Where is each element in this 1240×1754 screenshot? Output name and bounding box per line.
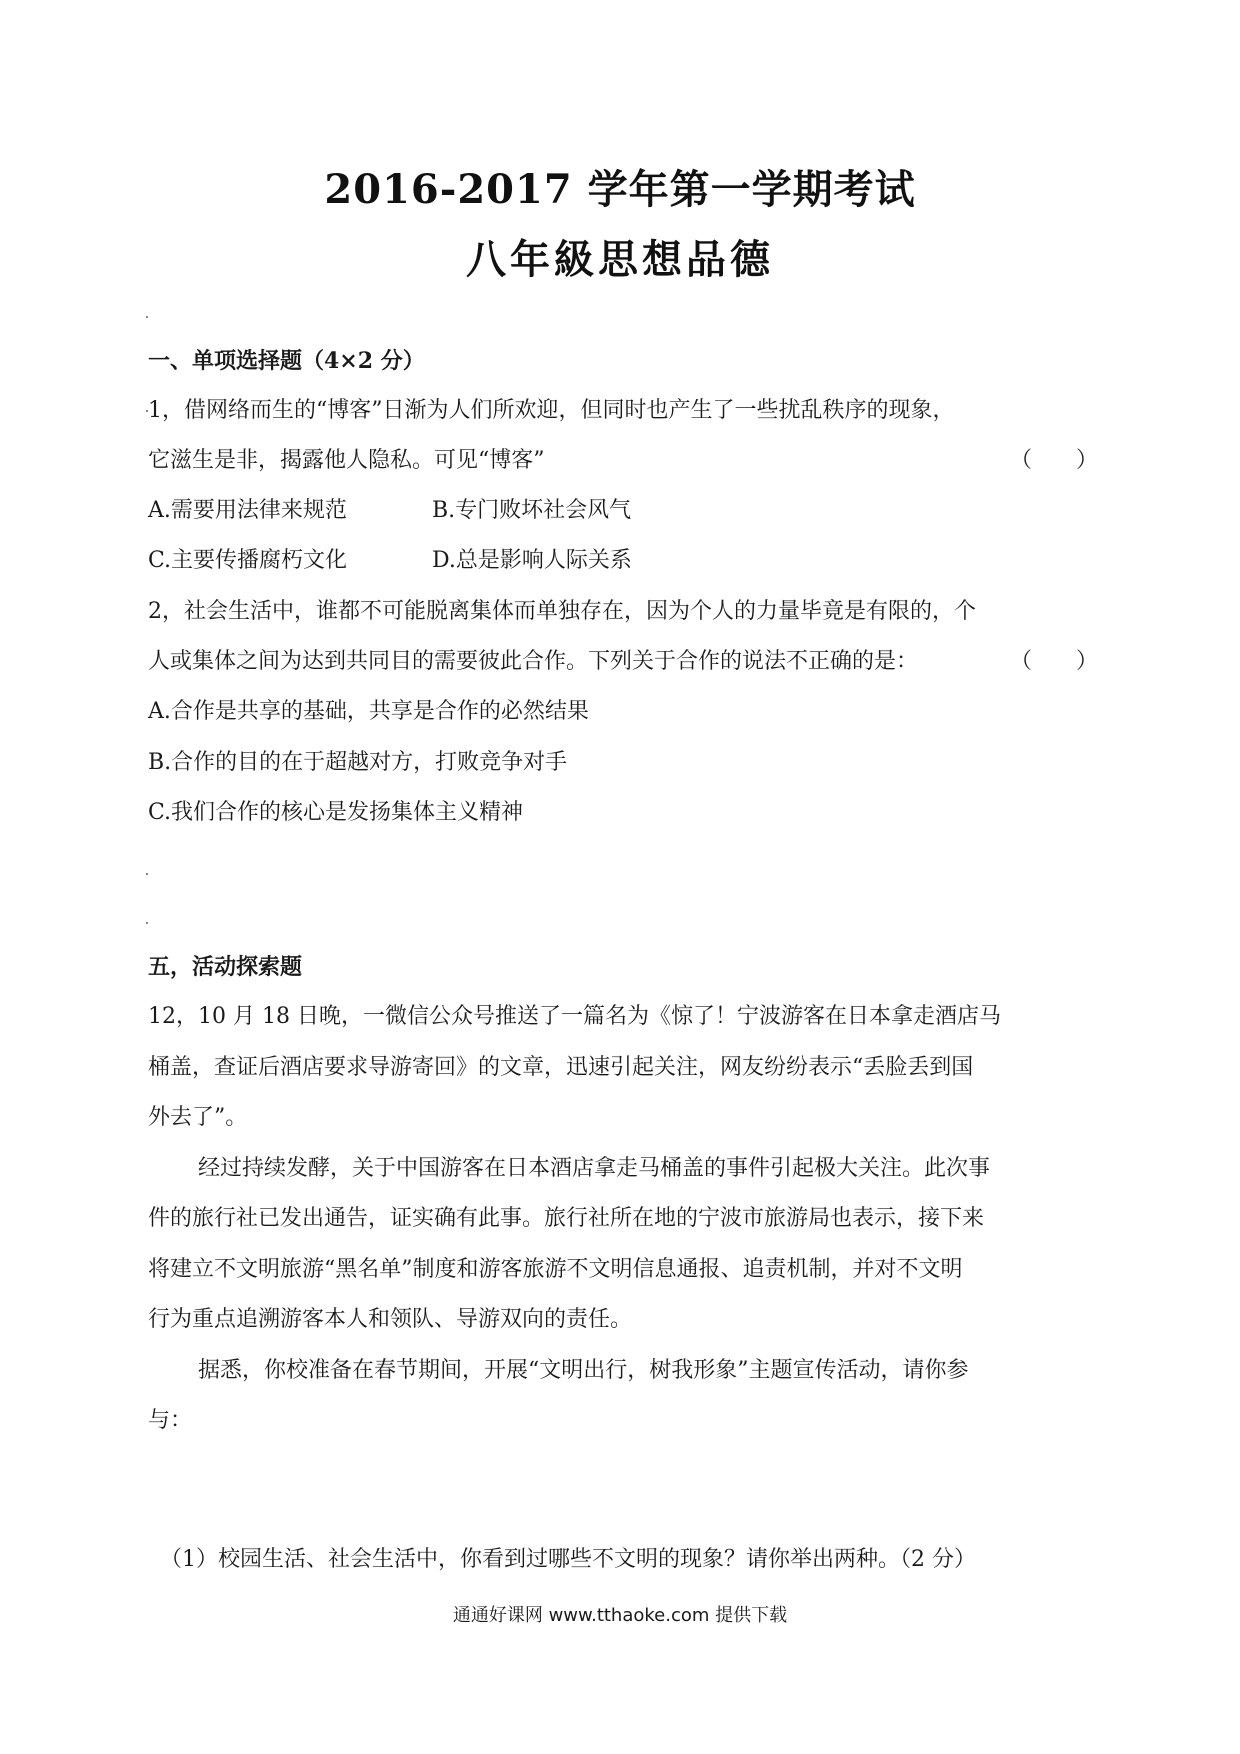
- q1-option-a: A.需要用法律来规范: [148, 498, 347, 523]
- q1-line1: 1，借网络而生的“博客”日渐为人们所欢迎，但同时也产生了一些扰乱秩序的现象，: [148, 398, 955, 423]
- scan-speck: [146, 922, 148, 924]
- q2-line2-row: [148, 647, 1098, 677]
- q12-para3-line2: 与：: [148, 1408, 193, 1433]
- footer-source: 通通好课网 www.tthaoke.com 提供下载: [452, 1605, 788, 1626]
- exam-subtitle: 八年級思想品德: [466, 236, 774, 283]
- section1-heading: 一、单项选择题（4×2 分）: [148, 348, 425, 374]
- q1-line2-row: [148, 446, 1098, 476]
- scan-speck: [146, 410, 148, 412]
- q1-option-d: D.总是影响人际关系: [432, 548, 632, 573]
- q1-option-c: C.主要传播腐朽文化: [148, 548, 348, 573]
- q12-para2-line2: 件的旅行社已发出通告，证实确有此事。旅行社所在地的宁波市旅游局也表示，接下来: [148, 1206, 985, 1231]
- exam-title: 2016-2017 学年第一学期考试: [324, 166, 916, 213]
- q12-line2: 桶盖，查证后酒店要求导游寄回》的文章，迅速引起关注，网友纷纷表示“丢脸丢到国: [148, 1055, 974, 1080]
- q2-answer-paren: （ ）: [1009, 649, 1098, 674]
- q2-option-b: B.合作的目的在于超越对方，打败竞争对手: [148, 750, 568, 775]
- q1-answer-paren: （ ）: [1009, 448, 1098, 473]
- section5-heading: 五，活动探索题: [148, 954, 303, 980]
- q1-options-row1: [148, 496, 632, 526]
- q1-option-b: B.专门败坏社会风气: [432, 498, 632, 523]
- q12-para3-line1: 据悉，你校准备在春节期间，开展“文明出行，树我形象”主题宣传活动，请你参: [198, 1358, 969, 1383]
- q2-option-a: A.合作是共享的基础，共享是合作的必然结果: [148, 699, 589, 724]
- q2-line2: 人或集体之间为达到共同目的需要彼此合作。下列关于合作的说法不正确的是：: [148, 649, 919, 674]
- q2-line1: 2，社会生活中，谁都不可能脱离集体而单独存在，因为个人的力量毕竟是有限的，个: [148, 599, 976, 624]
- q12-para2-line4: 行为重点追溯游客本人和领队、导游双向的责任。: [148, 1307, 633, 1332]
- q1-line2: 它滋生是非，揭露他人隐私。可见“博客”: [148, 448, 545, 473]
- q12-para2-line3: 将建立不文明旅游“黑名单”制度和游客旅游不文明信息通报、追责机制，并对不文明: [148, 1257, 963, 1282]
- q12-sub-question-1: （1）校园生活、社会生活中，你看到过哪些不文明的现象？请你举出两种。（2 分）: [160, 1547, 976, 1572]
- q12-line1: 12，10 月 18 日晚，一微信公众号推送了一篇名为《惊了！宁波游客在日本拿走酒店马: [148, 1004, 1001, 1029]
- q1-options-row2: [148, 546, 632, 576]
- q12-line3: 外去了”。: [148, 1105, 248, 1130]
- scan-speck: [146, 873, 148, 875]
- q2-option-c: C.我们合作的核心是发扬集体主义精神: [148, 800, 524, 825]
- q12-para2-line1: 经过持续发酵，关于中国游客在日本酒店拿走马桶盖的事件引起极大关注。此次事: [198, 1156, 991, 1181]
- scan-speck: [146, 316, 148, 318]
